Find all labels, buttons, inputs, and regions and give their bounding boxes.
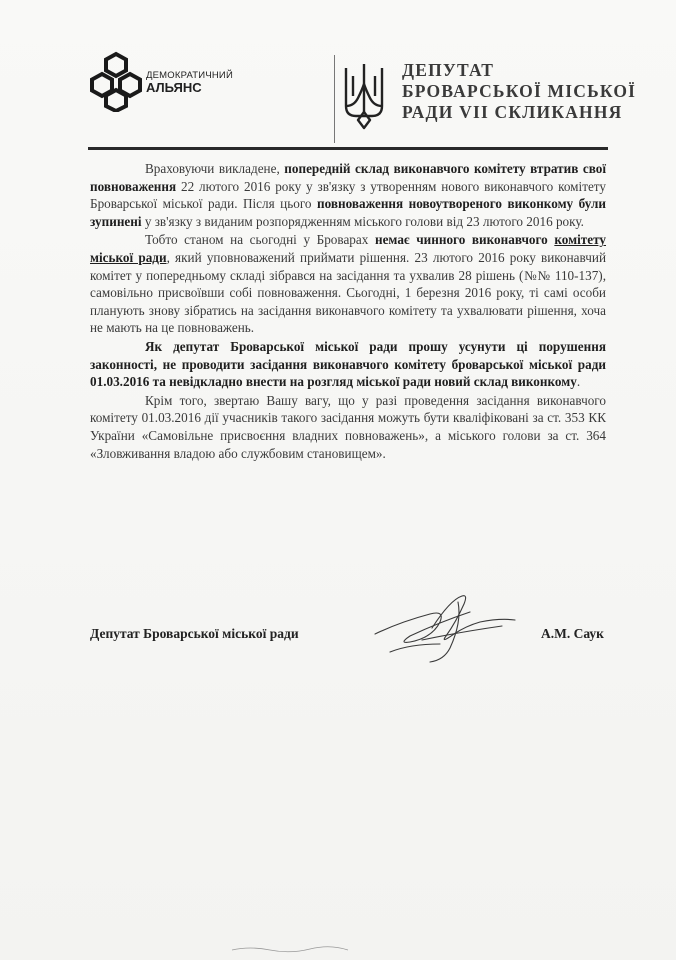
title-line: РАДИ VII СКЛИКАННЯ [402,102,623,122]
text-run: Враховуючи викладене, [145,161,285,176]
text-run: немає чинного виконавчого [374,232,555,248]
title-line: ДЕПУТАТ [402,60,495,80]
text-run: Тобто станом на сьогодні у Броварах [145,232,375,248]
trident-icon [340,62,388,130]
header-divider [334,55,335,143]
text-run: , який уповноважений приймати рішення. 23 лютого 2016 року виконавчий комітет у попередньому складі зібрався на засідання та ухвалив 28 рішень (№№ 110-137), самовільно присвоївши собі повноваження. Сьогодні, 1 березня 2016 року, ті самі особи планують знову зібратись на засідання виконавчого комітету та ухвалювати рішення, хоча не мають на це повноважень. [90,249,606,336]
header-rule [88,147,608,150]
logo-text-bottom: АЛЬЯНС [146,80,202,95]
text-run: Крім того, звертаю Вашу вагу, що у разі проведення засідання виконавчого комітету 01.03.2016 дії учасників такого засідання можуть бути кваліфіковані за ст. 353 КК України «Самовільне присвоєння владних повноважень», а міського голови за ст. 364 «Зловживання владою або службовим становищем». [90,392,606,461]
page-bottom-mark [230,944,350,954]
text-run: повноваження новоутвореного виконкому були зупинені [90,196,606,229]
text-run: . [576,374,581,390]
text-run: попередній склад виконавчого комітету втратив свої повноваження [90,161,607,194]
title-line: БРОВАРСЬКОЇ МІСЬКОЇ [402,81,637,101]
body-paragraph [90,231,606,337]
text-run: комітету міської ради [90,232,606,265]
body-paragraph [90,338,606,391]
logo-text-top: ДЕМОКРАТИЧНИЙ [146,70,233,81]
signature-label: Депутат Броварської міської ради [90,626,299,641]
text-run: у зв'язку з виданим розпорядженням міського голови від 23 лютого 2016 року. [141,213,584,229]
party-logo [88,50,248,120]
text-run: Як депутат Броварської міської ради прошу усунути ці порушення законності, не проводити засідання виконавчого комітету броварської міської ради 01.03.2016 та невідкладно внести на розгляд міської ради новий склад виконкому [90,338,606,390]
deputy-title [402,60,636,123]
text-run: 22 лютого 2016 року у зв'язку з утворенням нового виконавчого комітету Броварської міської ради. Після цього [90,178,606,212]
body-paragraph [90,392,606,462]
handwritten-signature [370,592,520,664]
body-paragraph [90,160,606,230]
hexagons-icon [88,50,144,112]
letter-body [90,160,606,463]
signatory-name: А.М. Саук [541,626,604,641]
